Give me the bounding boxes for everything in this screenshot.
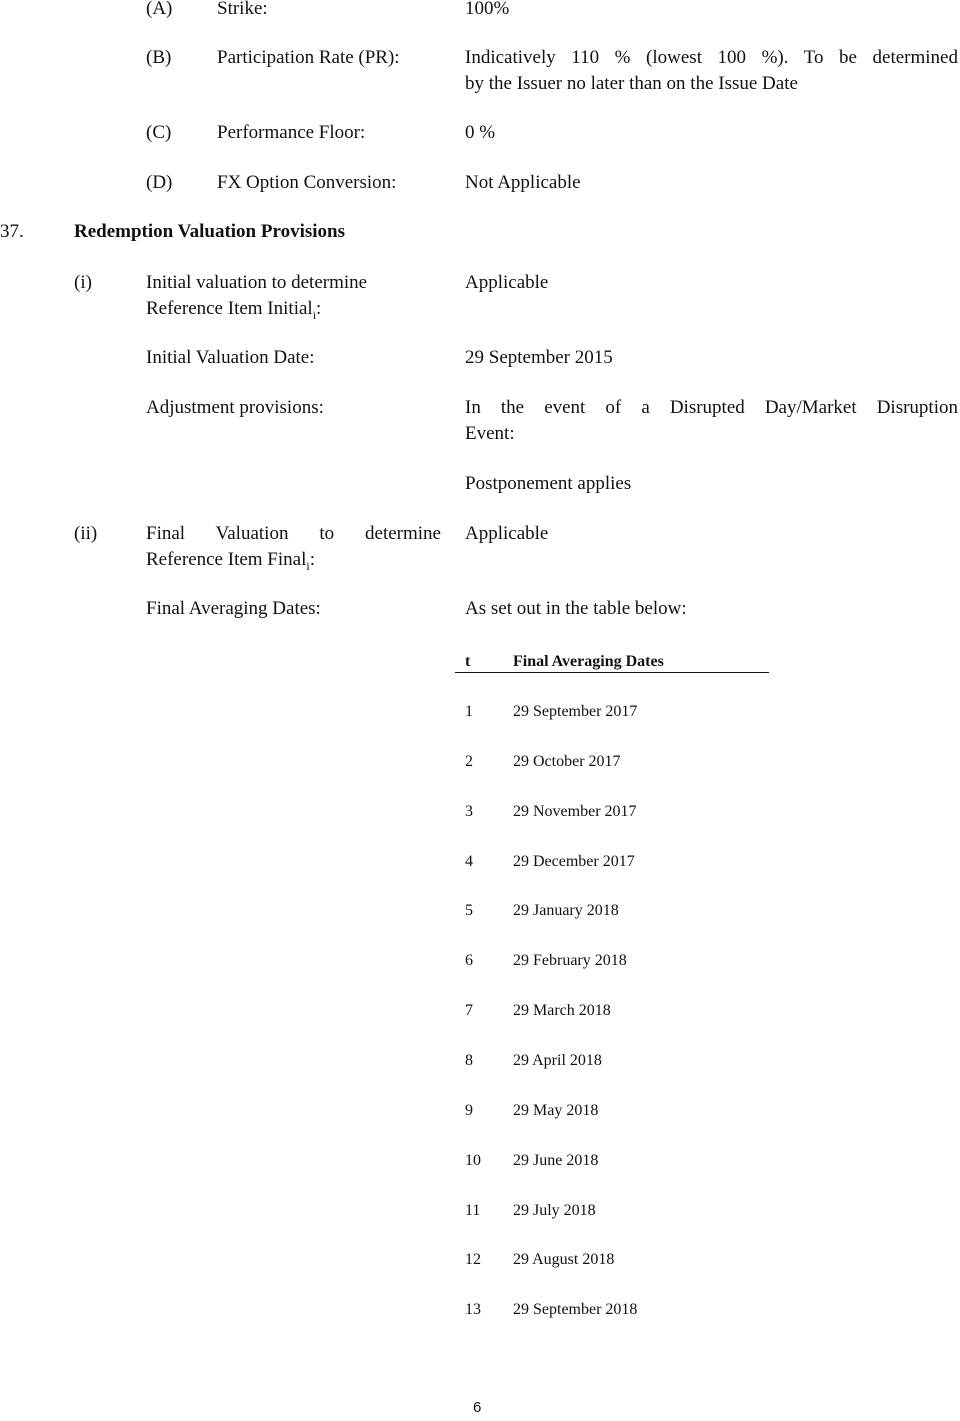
section-title: Redemption Valuation Provisions (74, 221, 345, 242)
initial-valuation-date-label: Initial Valuation Date: (146, 347, 315, 368)
table-row-t: 10 (465, 1151, 481, 1169)
item-c-letter: (C) (146, 122, 172, 143)
sub-i-label-line2: Reference Item Initial$_i$: (146, 298, 322, 322)
table-row-date: 29 September 2017 (513, 703, 638, 720)
table-row-date: 29 September 2018 (513, 1301, 638, 1319)
table-row-date: 29 August 2018 (513, 1251, 615, 1269)
table-row-t: 9 (465, 1101, 473, 1119)
page-number: 6 (473, 1399, 482, 1416)
table-row-t: 3 (465, 802, 473, 820)
table-row-date: 29 October 2017 (513, 752, 621, 770)
sub-ii-value: Applicable (465, 523, 549, 544)
table-row-date: 29 June 2018 (513, 1151, 599, 1169)
item-b-letter: (B) (146, 47, 172, 68)
item-d-letter: (D) (146, 172, 173, 193)
adjustment-provisions-label: Adjustment provisions: (146, 397, 324, 418)
item-d-value: Not Applicable (465, 172, 581, 193)
table-row-date: 29 July 2018 (513, 1201, 596, 1219)
sub-ii-numeral: (ii) (74, 523, 98, 544)
table-row-t: 8 (465, 1051, 473, 1069)
sub-ii-label-line2: Reference Item Final$_i$: (146, 549, 315, 573)
final-averaging-dates-value: As set out in the table below: (465, 598, 687, 619)
table-row-date: 29 April 2018 (513, 1051, 602, 1069)
adjustment-provisions-value-line1: In the event of a Disrupted Day/Market Disruption (465, 397, 958, 418)
table-row-date: 29 December 2017 (513, 852, 635, 870)
table-row-t: 11 (465, 1201, 481, 1219)
item-a-letter: (A) (146, 0, 173, 19)
item-b-value-line2: by the Issuer no later than on the Issue Date (465, 73, 798, 94)
sub-i-numeral: (i) (74, 272, 92, 293)
item-b-value-line1: Indicatively 110 % (lowest 100 %). To be determined (465, 47, 958, 68)
item-a-label: Strike: (217, 0, 268, 19)
table-row-date: 29 January 2018 (513, 902, 619, 920)
item-d-label: FX Option Conversion: (217, 172, 397, 193)
table-row-t: 7 (465, 1002, 473, 1020)
final-averaging-dates-label: Final Averaging Dates: (146, 598, 321, 619)
table-row-t: 13 (465, 1301, 481, 1319)
sub-i-label-line1: Initial valuation to determine (146, 272, 368, 293)
item-b-label: Participation Rate (PR): (217, 47, 400, 68)
item-a-value: 100% (465, 0, 510, 19)
table-header-t: t (465, 653, 471, 670)
table-row-t: 2 (465, 752, 473, 770)
table-row-date: 29 March 2018 (513, 1002, 611, 1020)
initial-valuation-date-value: 29 September 2015 (465, 347, 613, 368)
section-number: 37. (0, 221, 24, 242)
table-row-date: 29 February 2018 (513, 952, 627, 970)
table-row-t: 6 (465, 952, 473, 970)
table-row-t: 4 (465, 852, 473, 870)
sub-i-value: Applicable (465, 272, 549, 293)
sub-ii-label-line1: Final Valuation to determine (146, 523, 441, 544)
item-c-value: 0 % (465, 122, 496, 143)
adjustment-provisions-value-line2: Event: (465, 423, 515, 444)
item-c-label: Performance Floor: (217, 122, 366, 143)
table-row-t: 5 (465, 902, 473, 920)
table-header-dates: Final Averaging Dates (513, 653, 664, 670)
table-header-rule (455, 672, 769, 673)
table-row-t: 1 (465, 703, 473, 720)
table-row-date: 29 November 2017 (513, 802, 637, 820)
table-row-t: 12 (465, 1251, 481, 1269)
table-row-date: 29 May 2018 (513, 1101, 599, 1119)
postponement-text: Postponement applies (465, 473, 632, 494)
